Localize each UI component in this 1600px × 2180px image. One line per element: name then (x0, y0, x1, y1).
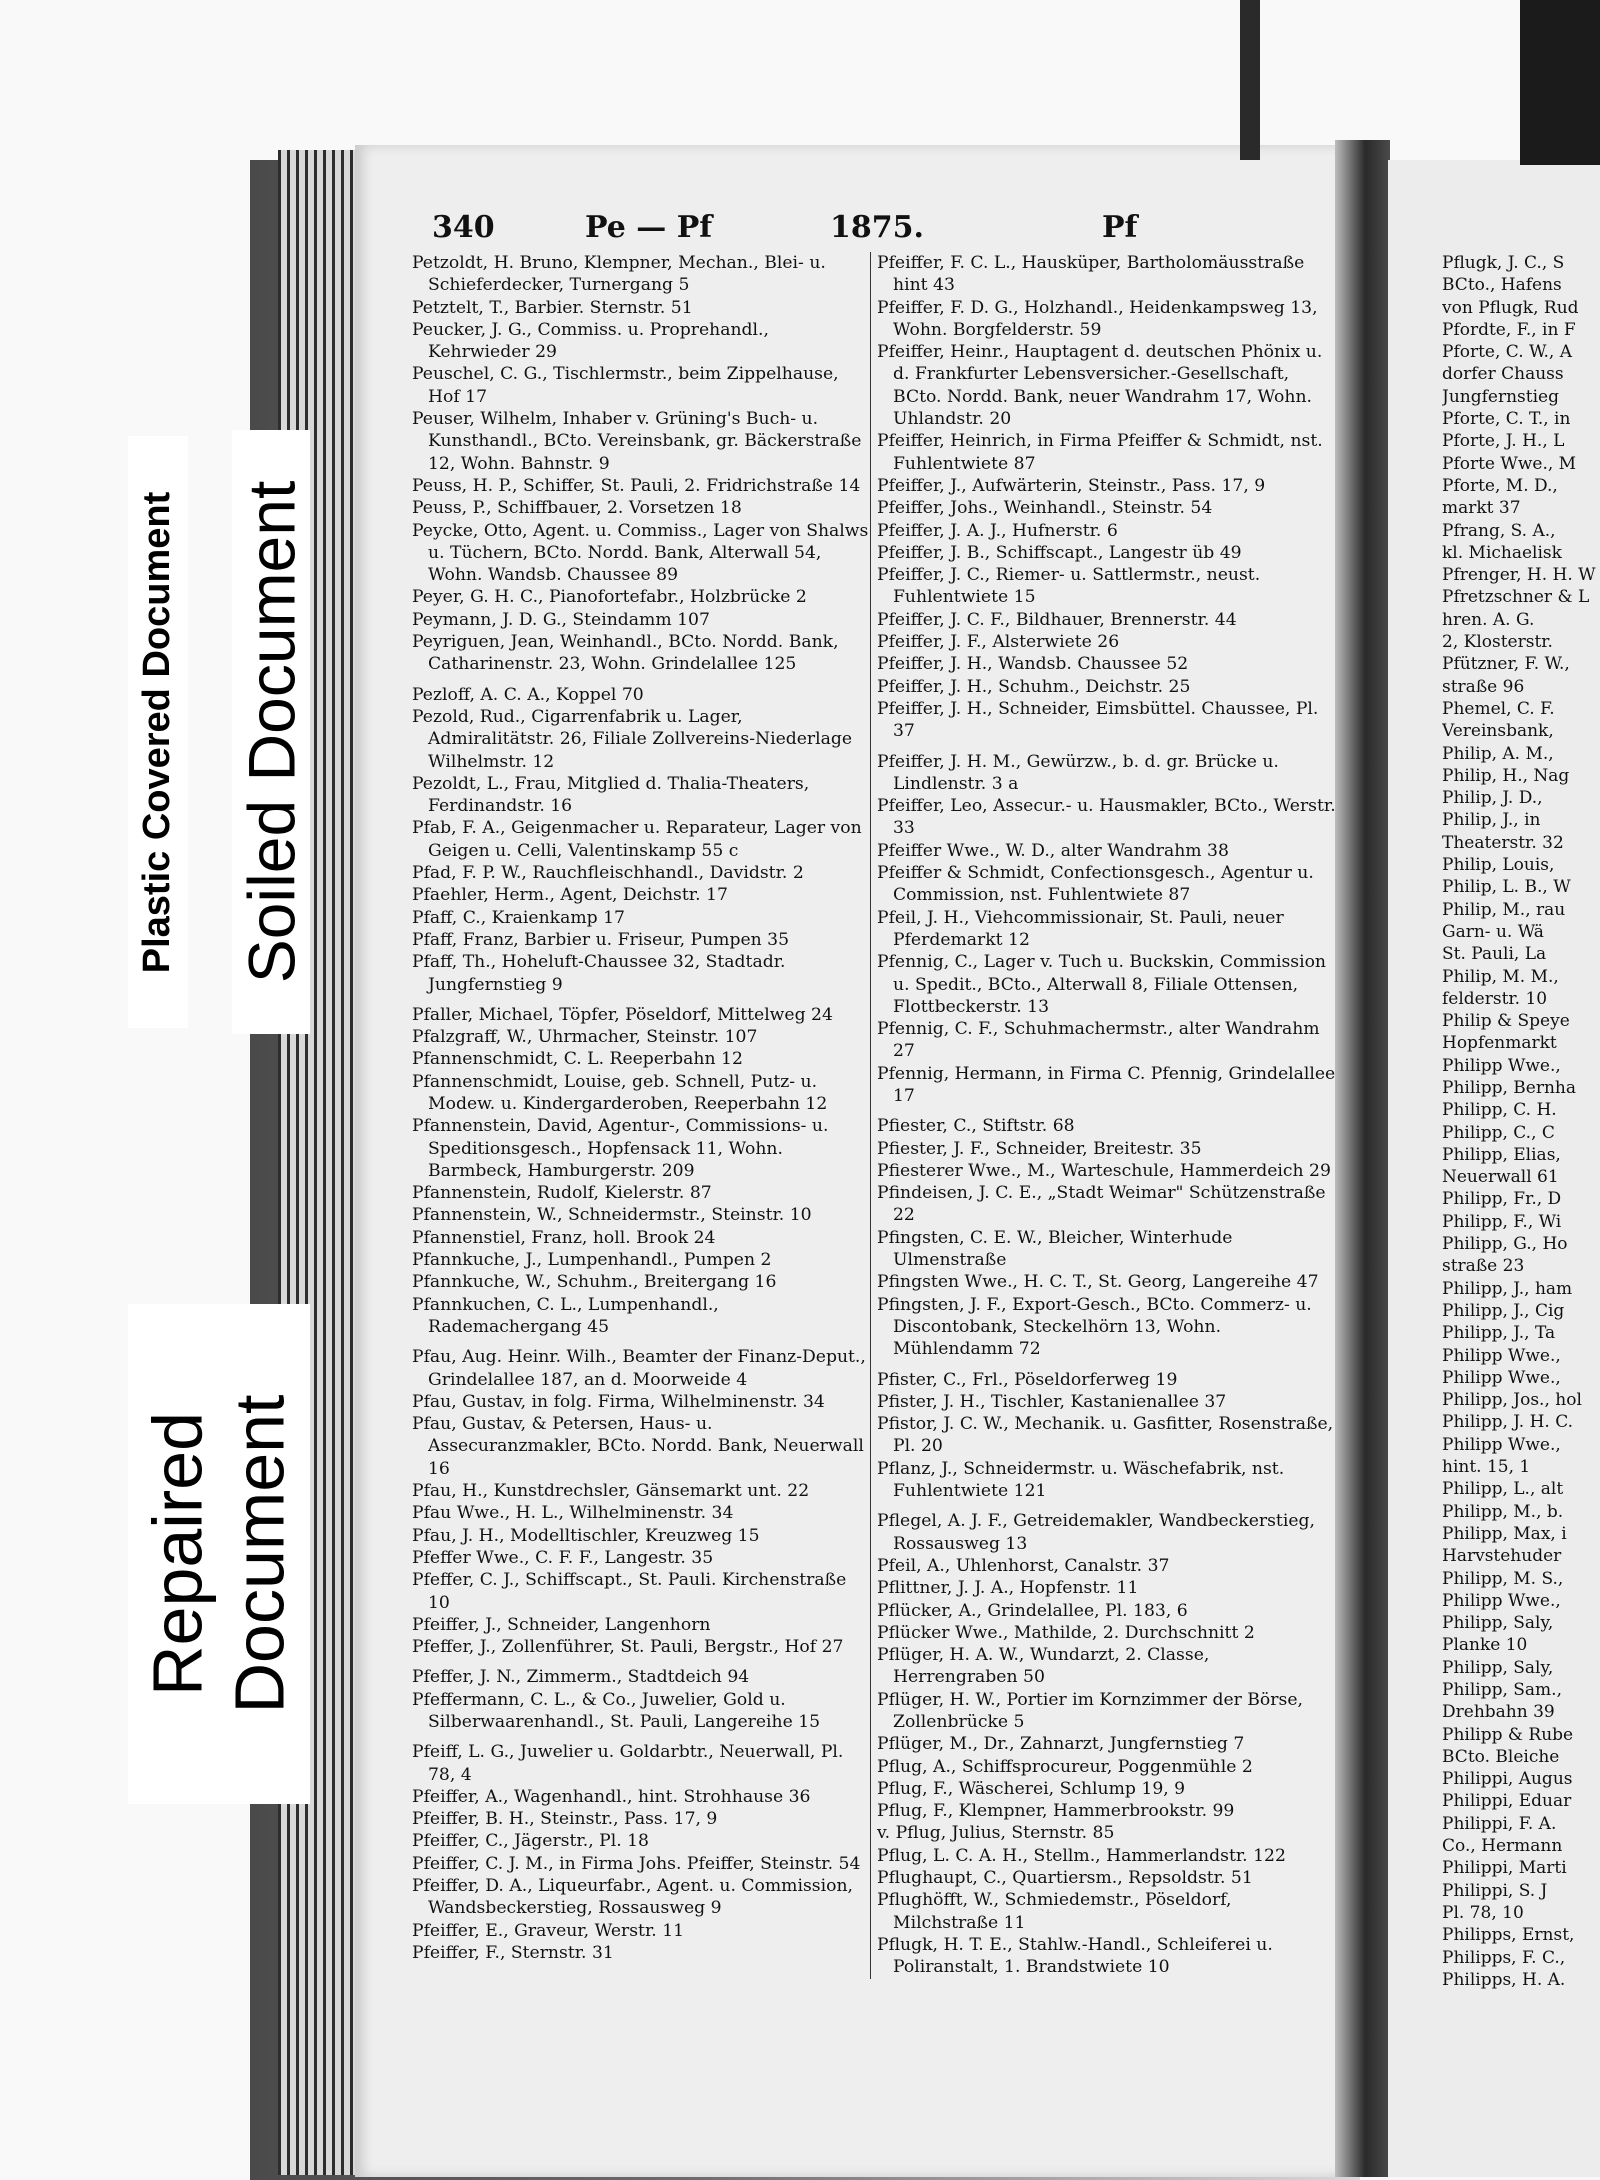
directory-entry: Pezloff, A. C. A., Koppel 70 (412, 684, 644, 705)
entry-spacer (877, 1502, 1339, 1510)
plastic-covered-text: Plastic Covered Document (136, 491, 179, 973)
directory-entry: Pfeiffer, Leo, Assecur.- u. Hausmakler, BCto., Werstr. 33 (877, 796, 1336, 839)
directory-entry: Philipps, F. C., (1442, 1947, 1566, 1968)
directory-entry: Peuser, Wilhelm, Inhaber v. Grüning's Buch- u. Kunsthandl., BCto. Vereinsbank, gr. Bäckerstraße 12, Wohn. Bahnstr. 9 (412, 409, 862, 474)
directory-entry: Philipp, Fr., D (1442, 1189, 1562, 1210)
directory-entry: Pfau Wwe., H. L., Wilhelminenstr. 34 (412, 1503, 734, 1524)
directory-entry: Pfeiffer, J. B., Schiffscapt., Langestr üb 49 (877, 542, 1242, 563)
directory-entry: Philipp, C. H. (1442, 1100, 1557, 1121)
directory-entry: Planke 10 (1442, 1635, 1528, 1656)
directory-entry: Pfistor, J. C. W., Mechanik. u. Gasfitter, Rosenstraße, Pl. 20 (877, 1414, 1334, 1457)
scan-corner-dark (1520, 0, 1600, 165)
directory-entry: Philipp, J., ham (1442, 1278, 1573, 1299)
directory-entry: Harvstehuder (1442, 1546, 1562, 1567)
directory-entry: Pfeiffer, Johs., Weinhandl., Steinstr. 54 (877, 498, 1213, 519)
directory-entry: Pfeiffer & Schmidt, Confectionsgesch., Agentur u. Commission, nst. Fuhlentwiete 87 (877, 863, 1314, 906)
directory-entry: Pfennig, C. F., Schuhmachermstr., alter Wandrahm 27 (877, 1019, 1320, 1062)
repaired-document-text (137, 1394, 301, 1713)
entry-spacer (877, 1107, 1339, 1115)
directory-entry: Neuerwall 61 (1442, 1167, 1559, 1188)
directory-entry: Pforte, J. H., L (1442, 431, 1565, 452)
directory-entry: Philip, M. M., (1442, 966, 1559, 987)
directory-entry: Pfannenstein, W., Schneidermstr., Steinstr. 10 (412, 1205, 812, 1226)
directory-entry: Pflug, F., Wäscherei, Schlump 19, 9 (877, 1778, 1186, 1799)
entry-spacer (412, 676, 870, 684)
directory-entry: Pfeiffer, J., Aufwärterin, Steinstr., Pass. 17, 9 (877, 475, 1266, 496)
directory-entry: Philipp, M. S., (1442, 1568, 1564, 1589)
directory-entry: Pfannkuche, J., Lumpenhandl., Pumpen 2 (412, 1250, 772, 1271)
directory-entry: Pfeiffer, F. D. G., Holzhandl., Heidenkampsweg 13, Wohn. Borgfelderstr. 59 (877, 297, 1318, 340)
directory-entry: Philipp Wwe., (1442, 1590, 1561, 1611)
directory-entry: Pezold, Rud., Cigarrenfabrik u. Lager, Admiralitätstr. 26, Filiale Zollvereins-Niederlage Wilhelmstr. 12 (412, 706, 853, 772)
directory-entry: Pflug, A., Schiffsprocureur, Poggenmühle 2 (877, 1756, 1253, 1777)
directory-entry: Philipp Wwe., (1442, 1345, 1561, 1366)
directory-entry: Philipp, Elias, (1442, 1144, 1561, 1165)
page-number: 340 (432, 210, 495, 245)
directory-entry: hren. A. G. (1442, 609, 1535, 630)
directory-entry: Pfeiffer, Heinr., Hauptagent d. deutschen Phönix u. d. Frankfurter Lebensversicher.-Gesellschaft, BCto. Nordd. Bank, neuer Wandrahm 17, Wohn. Uhlandstr. 20 (877, 342, 1323, 430)
directory-entry: Peymann, J. D. G., Steindamm 107 (412, 609, 710, 630)
directory-entry: St. Pauli, La (1442, 944, 1547, 965)
directory-entry: Pfeiffer, J. C., Riemer- u. Sattlermstr., neust. Fuhlentwiete 15 (877, 565, 1261, 608)
directory-entry: Philipp, Sam., (1442, 1680, 1562, 1700)
directory-entry: Pflücker, A., Grindelallee, Pl. 183, 6 (877, 1600, 1188, 1621)
directory-entry: Vereinsbank, (1442, 721, 1554, 742)
directory-entry: felderstr. 10 (1442, 988, 1548, 1009)
directory-entry: Philippi, S. J (1442, 1880, 1548, 1901)
scan-edge-dark (1240, 0, 1260, 160)
directory-entry: Philip, J. D., (1442, 788, 1543, 809)
directory-entry: Pflücker Wwe., Mathilde, 2. Durchschnitt 2 (877, 1622, 1255, 1643)
directory-entry: Philipp Wwe., (1442, 1367, 1561, 1388)
directory-entry: Philipp, J., Ta (1442, 1323, 1556, 1344)
entry-spacer (877, 1361, 1339, 1369)
soiled-document-label (232, 430, 310, 1034)
directory-entry: markt 37 (1442, 498, 1521, 519)
directory-entry: BCto., Hafens (1442, 275, 1562, 296)
directory-entry: Pfeffer, J. N., Zimmerm., Stadtdeich 94 (412, 1667, 750, 1688)
left-column (412, 252, 870, 1964)
directory-entry: Pflugk, J. C., S (1442, 253, 1565, 273)
middle-column (870, 252, 1339, 1979)
directory-entry: Peuss, P., Schiffbauer, 2. Vorsetzen 18 (412, 498, 742, 519)
directory-entry: Peuss, H. P., Schiffer, St. Pauli, 2. Fridrichstraße 14 (412, 475, 861, 496)
directory-entry: Pflug, L. C. A. H., Stellm., Hammerlandstr. 122 (877, 1845, 1286, 1866)
directory-entry: Pfeiffer, C., Jägerstr., Pl. 18 (412, 1831, 649, 1852)
entry-spacer (412, 1733, 870, 1741)
directory-entry: Philipps, H. A. (1442, 1969, 1566, 1990)
directory-entry: Philipp, Jos., hol (1442, 1390, 1582, 1411)
directory-entry: Pflug, F., Klempner, Hammerbrookstr. 99 (877, 1801, 1235, 1822)
directory-entry: Pflughöfft, W., Schmiedemstr., Pöseldorf, Milchstraße 11 (877, 1890, 1232, 1933)
entry-spacer (412, 1338, 870, 1346)
directory-entry: Pfeiffer, J. H., Schuhm., Deichstr. 25 (877, 676, 1191, 697)
directory-entry: Pfeffer, J., Zollenführer, St. Pauli, Bergstr., Hof 27 (412, 1637, 844, 1658)
directory-entry: Pfeiffer Wwe., W. D., alter Wandrahm 38 (877, 840, 1229, 861)
directory-entry: Philip, A. M., (1442, 743, 1554, 764)
directory-entry: Philipp, F., Wi (1442, 1211, 1562, 1232)
directory-entry: Philip, Louis, (1442, 855, 1555, 876)
directory-entry: Pfab, F. A., Geigenmacher u. Reparateur, Lager von Geigen u. Celli, Valentinskamp 55 c (412, 818, 862, 861)
directory-entry: Philipp, Saly, (1442, 1613, 1554, 1634)
directory-entry: Petzoldt, H. Bruno, Klempner, Mechan., Blei- u. Schieferdecker, Turnergang 5 (412, 253, 826, 296)
directory-entry: Peuschel, C. G., Tischlermstr., beim Zippelhause, Hof 17 (412, 364, 839, 407)
directory-entry: 2, Klosterstr. (1442, 632, 1553, 653)
directory-entry: Drehbahn 39 (1442, 1702, 1555, 1723)
next-page-column (1442, 252, 1600, 1991)
directory-entry: Pfad, F. P. W., Rauchfleischhandl., Davidstr. 2 (412, 863, 804, 884)
directory-entry: Theaterstr. 32 (1442, 832, 1564, 853)
directory-entry: Petztelt, T., Barbier. Sternstr. 51 (412, 297, 693, 318)
directory-entry: Philipp Wwe., (1442, 1055, 1561, 1076)
directory-entry: Pfiester, J. F., Schneider, Breitestr. 35 (877, 1138, 1202, 1159)
directory-entry: Pflegel, A. J. F., Getreidemakler, Wandbeckerstieg, Rossausweg 13 (877, 1511, 1315, 1554)
directory-entry: Phemel, C. F. (1442, 698, 1555, 719)
directory-entry: Pfeiffer, Heinrich, in Firma Pfeiffer & Schmidt, nst. Fuhlentwiete 87 (877, 431, 1323, 474)
directory-entry: Pfindeisen, J. C. E., „Stadt Weimar" Schützenstraße 22 (877, 1183, 1326, 1226)
directory-entry: Pfeiffer, B. H., Steinstr., Pass. 17, 9 (412, 1809, 718, 1830)
directory-entry: Pfaff, C., Kraienkamp 17 (412, 907, 625, 928)
directory-entry: kl. Michaelisk (1442, 542, 1562, 563)
header-range: Pe — Pf (585, 210, 713, 245)
directory-entry: Pfeffer, C. J., Schiffscapt., St. Pauli. Kirchenstraße 10 (412, 1570, 847, 1613)
directory-entry: Philipp, Saly, (1442, 1657, 1554, 1678)
entry-spacer (412, 996, 870, 1004)
header-letter: Pf (1102, 210, 1138, 245)
directory-entry: Pfretzschner & L (1442, 587, 1590, 608)
directory-entry: Philipp, G., Ho (1442, 1234, 1568, 1255)
directory-entry: Pforte, C. W., A (1442, 342, 1572, 363)
directory-entry: hint. 15, 1 (1442, 1457, 1531, 1478)
directory-entry: Philippi, Augus (1442, 1769, 1573, 1790)
directory-entry: Pfiester, C., Stiftstr. 68 (877, 1116, 1075, 1137)
directory-entry: Pfannenschmidt, C. L. Reeperbahn 12 (412, 1049, 743, 1070)
soiled-document-text: Soiled Document (234, 480, 309, 984)
directory-entry: Pezoldt, L., Frau, Mitglied d. Thalia-Theaters, Ferdinandstr. 16 (412, 773, 810, 817)
directory-entry: Pfützner, F. W., (1442, 654, 1570, 675)
directory-entry: Pforte, C. T., in (1442, 409, 1571, 430)
directory-entry: Pfingsten, C. E. W., Bleicher, Winterhude Ulmenstraße (877, 1227, 1233, 1271)
directory-entry: Pfingsten Wwe., H. C. T., St. Georg, Langereihe 47 (877, 1272, 1319, 1293)
directory-entry: Pfau, J. H., Modelltischler, Kreuzweg 15 (412, 1525, 760, 1546)
directory-entry: Pfalzgraff, W., Uhrmacher, Steinstr. 107 (412, 1027, 758, 1048)
directory-entry: Pflugk, H. T. E., Stahlw.-Handl., Schleiferei u. Poliranstalt, 1. Brandstwiete 10 (877, 1934, 1273, 1978)
directory-entry: Pfister, J. H., Tischler, Kastanienallee 37 (877, 1391, 1227, 1412)
directory-entry: Pflüger, H. W., Portier im Kornzimmer der Börse, Zollenbrücke 5 (877, 1689, 1303, 1732)
directory-entry: Pfrang, S. A., (1442, 520, 1556, 541)
directory-entry: Pfennig, C., Lager v. Tuch u. Buckskin, Commission u. Spedit., BCto., Alterwall 8, Filiale Ottensen, Flottbeckerstr. 13 (877, 952, 1327, 1017)
directory-entry: Pfrenger, H. H. W (1442, 565, 1596, 586)
directory-entry: Pfeiffer, J. H., Wandsb. Chaussee 52 (877, 654, 1189, 675)
header-year: 1875. (830, 210, 924, 245)
directory-entry: Pfau, Gustav, & Petersen, Haus- u. Assecuranzmakler, BCto. Nordd. Bank, Neuerwall 16 (412, 1414, 864, 1479)
directory-entry: Pfeffer Wwe., C. F. F., Langestr. 35 (412, 1547, 714, 1568)
directory-entry: Pfannenstein, Rudolf, Kielerstr. 87 (412, 1183, 712, 1204)
directory-entry: Pfingsten, J. F., Export-Gesch., BCto. Commerz- u. Discontobank, Steckelhörn 13, Wohn. Mühlendamm 72 (877, 1294, 1312, 1360)
directory-entry: Pfeiffer, D. A., Liqueurfabr., Agent. u. Commission, Wandsbeckerstieg, Rossausweg 9 (412, 1876, 853, 1919)
directory-entry: straße 96 (1442, 676, 1525, 697)
directory-entry: Pforte Wwe., M (1442, 453, 1577, 474)
directory-entry: Philip & Speye (1442, 1011, 1570, 1032)
directory-entry: BCto. Bleiche (1442, 1746, 1560, 1767)
directory-entry: Co., Hermann (1442, 1836, 1563, 1857)
directory-entry: Peyer, G. H. C., Pianofortefabr., Holzbrücke 2 (412, 587, 807, 608)
directory-entry: Philipp, Bernha (1442, 1077, 1576, 1098)
directory-entry: Pfordte, F., in F (1442, 319, 1576, 340)
directory-entry: Pfeiffer, J. H. M., Gewürzw., b. d. gr. Brücke u. Lindlenstr. 3 a (877, 751, 1279, 794)
directory-entry: Pforte, M. D., (1442, 475, 1558, 496)
repaired-document-label (128, 1304, 310, 1804)
repaired-line-1: Repaired (139, 1411, 218, 1697)
directory-entry: Philippi, Marti (1442, 1858, 1567, 1879)
directory-entry: Pfennig, Hermann, in Firma C. Pfennig, Grindelallee 17 (877, 1063, 1336, 1106)
directory-entry: v. Pflug, Julius, Sternstr. 85 (877, 1823, 1115, 1844)
directory-entry: Pfannkuche, W., Schuhm., Breitergang 16 (412, 1272, 777, 1293)
directory-entry: Pfeiffer, F. C. L., Hausküper, Bartholomäusstraße hint 43 (877, 253, 1305, 296)
directory-entry: Pflüger, M., Dr., Zahnarzt, Jungfernstieg 7 (877, 1734, 1245, 1755)
directory-entry: Peycke, Otto, Agent. u. Commiss., Lager von Shalws u. Tüchern, BCto. Nordd. Bank, Alterwall 54, Wohn. Wandsb. Chaussee 89 (412, 520, 869, 586)
directory-entry: Pfaller, Michael, Töpfer, Pöseldorf, Mittelweg 24 (412, 1004, 833, 1025)
directory-entry: Pfeiffer, J. H., Schneider, Eimsbüttel. Chaussee, Pl. 37 (877, 698, 1319, 742)
directory-entry: Pfaehler, Herm., Agent, Deichstr. 17 (412, 885, 728, 906)
directory-entry: Pfaff, Th., Hoheluft-Chaussee 32, Stadtadr. Jungfernstieg 9 (412, 952, 786, 995)
directory-entry: Philipp, J., Cig (1442, 1300, 1565, 1321)
directory-entry: Peucker, J. G., Commiss. u. Proprehandl., Kehrwieder 29 (412, 319, 769, 363)
entry-spacer (877, 743, 1339, 751)
directory-entry: Pfeiffer, E., Graveur, Werstr. 11 (412, 1920, 685, 1941)
directory-entry: Philip, L. B., W (1442, 877, 1571, 898)
directory-entry: Philip, J., in (1442, 810, 1541, 831)
directory-entry: Pflanz, J., Schneidermstr. u. Wäschefabrik, nst. Fuhlentwiete 121 (877, 1458, 1285, 1502)
directory-entry: Pflittner, J. J. A., Hopfenstr. 11 (877, 1578, 1139, 1599)
directory-entry: Peyriguen, Jean, Weinhandl., BCto. Nordd. Bank, Catharinenstr. 23, Wohn. Grindelallee 125 (412, 632, 839, 675)
directory-entry: Philipp, C., C (1442, 1122, 1555, 1143)
directory-entry: Pfeiffer, C. J. M., in Firma Johs. Pfeiffer, Steinstr. 54 (412, 1853, 861, 1874)
directory-entry: dorfer Chauss (1442, 364, 1564, 385)
book-gutter (1335, 140, 1390, 2177)
directory-entry: Pfeiffer, F., Sternstr. 31 (412, 1942, 614, 1963)
directory-entry: Philipp, L., alt (1442, 1479, 1564, 1500)
directory-entry: Philip, M., rau (1442, 899, 1566, 920)
directory-entry: Pfeiffer, J. F., Alsterwiete 26 (877, 632, 1120, 653)
directory-entry: Pfeiffer, A., Wagenhandl., hint. Strohhause 36 (412, 1786, 811, 1807)
directory-entry: Pfau, H., Kunstdrechsler, Gänsemarkt unt. 22 (412, 1481, 810, 1502)
directory-entry: Pfeil, A., Uhlenhorst, Canalstr. 37 (877, 1555, 1170, 1576)
directory-entry: Pfeiffer, J. C. F., Bildhauer, Brennerstr. 44 (877, 609, 1237, 630)
directory-entry: Pfeiffer, J. A. J., Hufnerstr. 6 (877, 520, 1118, 541)
directory-entry: Jungfernstieg (1442, 386, 1559, 407)
directory-entry: straße 23 (1442, 1256, 1525, 1277)
directory-entry: Philippi, Eduar (1442, 1791, 1572, 1812)
directory-entry: Pfeil, J. H., Viehcommissionair, St. Pauli, neuer Pferdemarkt 12 (877, 907, 1284, 950)
directory-entry: Pfannkuchen, C. L., Lumpenhandl., Rademachergang 45 (412, 1294, 719, 1337)
directory-entry: Pfaff, Franz, Barbier u. Friseur, Pumpen 35 (412, 929, 790, 950)
directory-entry: Garn- u. Wä (1442, 921, 1544, 942)
directory-entry: Philipp Wwe., (1442, 1434, 1561, 1455)
directory-entry: Pfau, Aug. Heinr. Wilh., Beamter der Finanz-Deput., Grindelallee 187, an d. Moorweide 4 (412, 1347, 866, 1390)
directory-entry: von Pflugk, Rud (1442, 297, 1579, 318)
directory-entry: Pfeiff, L. G., Juwelier u. Goldarbtr., Neuerwall, Pl. 78, 4 (412, 1742, 844, 1785)
directory-entry: Pl. 78, 10 (1442, 1902, 1524, 1923)
directory-entry: Pfau, Gustav, in folg. Firma, Wilhelminenstr. 34 (412, 1391, 825, 1412)
repaired-line-2: Document (221, 1394, 300, 1714)
directory-entry: Pflughaupt, C., Quartiersm., Repsoldstr. 51 (877, 1868, 1253, 1889)
directory-entry: Philipp, Max, i (1442, 1523, 1567, 1544)
directory-entry: Pfannenstiel, Franz, holl. Brook 24 (412, 1227, 716, 1248)
directory-entry: Hopfenmarkt (1442, 1033, 1557, 1054)
directory-entry: Pfeiffer, J., Schneider, Langenhorn (412, 1614, 711, 1635)
directory-entry: Pfannenschmidt, Louise, geb. Schnell, Putz- u. Modew. u. Kindergarderoben, Reeperbahn 12 (412, 1071, 828, 1114)
directory-entry: Pflüger, H. A. W., Wundarzt, 2. Classe, Herrengraben 50 (877, 1645, 1210, 1688)
entry-spacer (412, 1658, 870, 1666)
directory-entry: Pfister, C., Frl., Pöseldorferweg 19 (877, 1369, 1178, 1390)
directory-entry: Philipp, M., b. (1442, 1501, 1564, 1522)
plastic-covered-label (128, 436, 188, 1028)
directory-entry: Pfannenstein, David, Agentur-, Commissions- u. Speditionsgesch., Hopfensack 11, Wohn. Barmbeck, Hamburgerstr. 209 (412, 1116, 829, 1181)
directory-entry: Philipp, J. H. C. (1442, 1412, 1574, 1433)
directory-entry: Pfiesterer Wwe., M., Warteschule, Hammerdeich 29 (877, 1160, 1331, 1181)
directory-entry: Philipp & Rube (1442, 1724, 1574, 1745)
directory-entry: Pfeffermann, C. L., & Co., Juwelier, Gold u. Silberwaarenhandl., St. Pauli, Langereihe 15 (412, 1689, 821, 1732)
directory-entry: Philippi, F. A. (1442, 1813, 1557, 1834)
directory-entry: Philip, H., Nag (1442, 765, 1570, 786)
directory-entry: Philipps, Ernst, (1442, 1925, 1575, 1946)
